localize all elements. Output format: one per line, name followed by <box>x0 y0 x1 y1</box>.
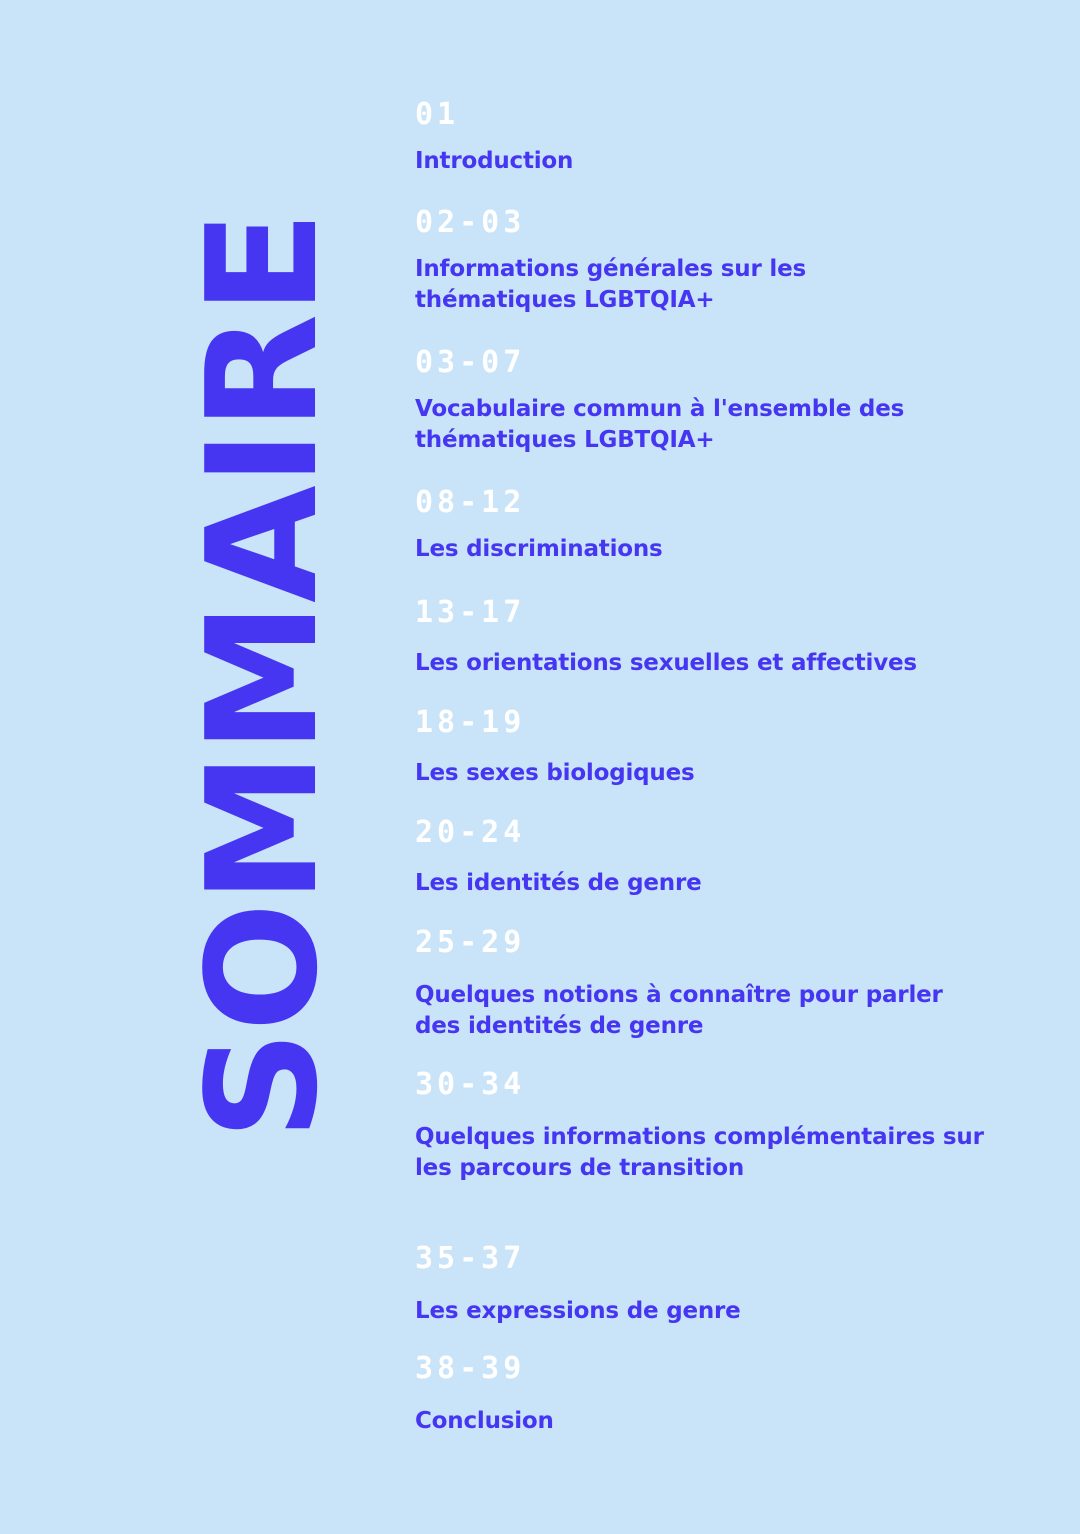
toc-page-range: 02-03 <box>415 205 526 240</box>
toc-label: Quelques informations complémentaires sur les parcours de transition <box>415 1124 984 1181</box>
toc-page-range: 13-17 <box>415 595 526 630</box>
toc-page-range: 18-19 <box>415 705 526 740</box>
toc-entry <box>415 1068 1015 1184</box>
toc-page-range: 01 <box>415 97 460 132</box>
toc-page-range: 25-29 <box>415 925 526 960</box>
toc-entry <box>415 486 1015 565</box>
page-title: SOMMAIRE <box>174 211 351 1141</box>
toc-label: Les sexes biologiques <box>415 760 695 786</box>
toc-label: Les expressions de genre <box>415 1298 741 1324</box>
toc-page-range: 03-07 <box>415 345 526 380</box>
toc-label: Vocabulaire commun à l'ensemble des thématiques LGBTQIA+ <box>415 396 905 453</box>
toc-entry <box>415 206 1015 316</box>
toc-label: Informations générales sur les thématiques LGBTQIA+ <box>415 256 806 313</box>
toc-page-range: 38-39 <box>415 1351 526 1386</box>
toc-label: Introduction <box>415 148 574 174</box>
toc-page-range: 35-37 <box>415 1241 526 1276</box>
toc-entry <box>415 596 1015 679</box>
toc-entry <box>415 706 1015 789</box>
toc-entry <box>415 816 1015 899</box>
toc-page-range: 20-24 <box>415 815 526 850</box>
toc-entry <box>415 1242 1015 1327</box>
toc-page-range: 30-34 <box>415 1067 526 1102</box>
title-container <box>174 200 351 1152</box>
toc-entry <box>415 1352 1015 1437</box>
toc-label: Les orientations sexuelles et affectives <box>415 650 917 676</box>
toc-label: Les discriminations <box>415 536 663 562</box>
toc-entry <box>415 98 1015 177</box>
toc-label: Conclusion <box>415 1408 554 1434</box>
toc-label: Les identités de genre <box>415 870 702 896</box>
toc-page-range: 08-12 <box>415 485 526 520</box>
toc-entry <box>415 926 1015 1042</box>
toc-entry <box>415 346 1015 456</box>
toc-label: Quelques notions à connaître pour parler des identités de genre <box>415 982 943 1039</box>
